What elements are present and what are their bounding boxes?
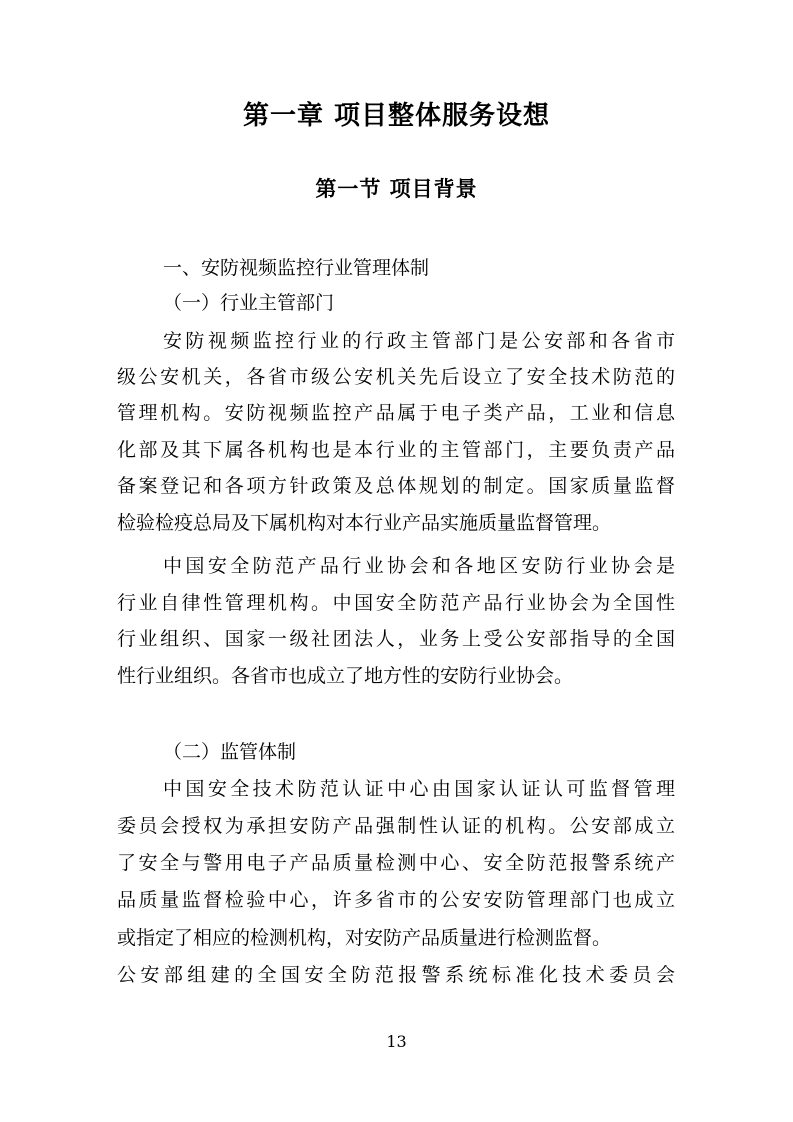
paragraph-line: 管理机构。安防视频监控产品属于电子类产品，工业和信息 (117, 402, 675, 424)
subheading-1: （一）行业主管部门 (163, 292, 335, 314)
paragraph-line: 了安全与警用电子产品质量检测中心、安全防范报警系统产 (117, 852, 675, 874)
paragraph-line: 中国安全防范产品行业协会和各地区安防行业协会是 (163, 555, 675, 577)
paragraph-line: 委员会授权为承担安防产品强制性认证的机构。公安部成立 (117, 815, 675, 837)
paragraph-line: 性行业组织。各省市也成立了地方性的安防行业协会。 (117, 665, 574, 687)
paragraph-line: 化部及其下属各机构也是本行业的主管部门，主要负责产品 (117, 439, 675, 461)
paragraph-line: 或指定了相应的检测机构，对安防产品质量进行检测监督。 (117, 927, 612, 949)
paragraph-line: 中国安全技术防范认证中心由国家认证认可监督管理 (163, 778, 675, 800)
paragraph-line: 品质量监督检验中心，许多省市的公安安防管理部门也成立 (117, 889, 675, 911)
heading-1: 一、安防视频监控行业管理体制 (163, 257, 430, 279)
paragraph-line: 安防视频监控行业的行政主管部门是公安部和各省市 (163, 330, 675, 352)
section-title: 第一节 项目背景 (315, 177, 478, 201)
chapter-title: 第一章 项目整体服务设想 (242, 101, 551, 131)
paragraph-line: 检验检疫总局及下属机构对本行业产品实施质量监督管理。 (117, 512, 612, 534)
paragraph-line: 级公安机关，各省市级公安机关先后设立了安全技术防范的 (117, 366, 675, 388)
page-number: 13 (386, 1032, 407, 1051)
paragraph-line: 行业组织、国家一级社团法人，业务上受公安部指导的全国 (117, 628, 675, 650)
paragraph-line: 行业自律性管理机构。中国安全防范产品行业协会为全国性 (117, 592, 675, 614)
subheading-2: （二）监管体制 (163, 741, 297, 763)
paragraph-line: 备案登记和各项方针政策及总体规划的制定。国家质量监督 (117, 475, 675, 497)
paragraph-line: 公安部组建的全国安全防范报警系统标准化技术委员会 (117, 964, 675, 986)
